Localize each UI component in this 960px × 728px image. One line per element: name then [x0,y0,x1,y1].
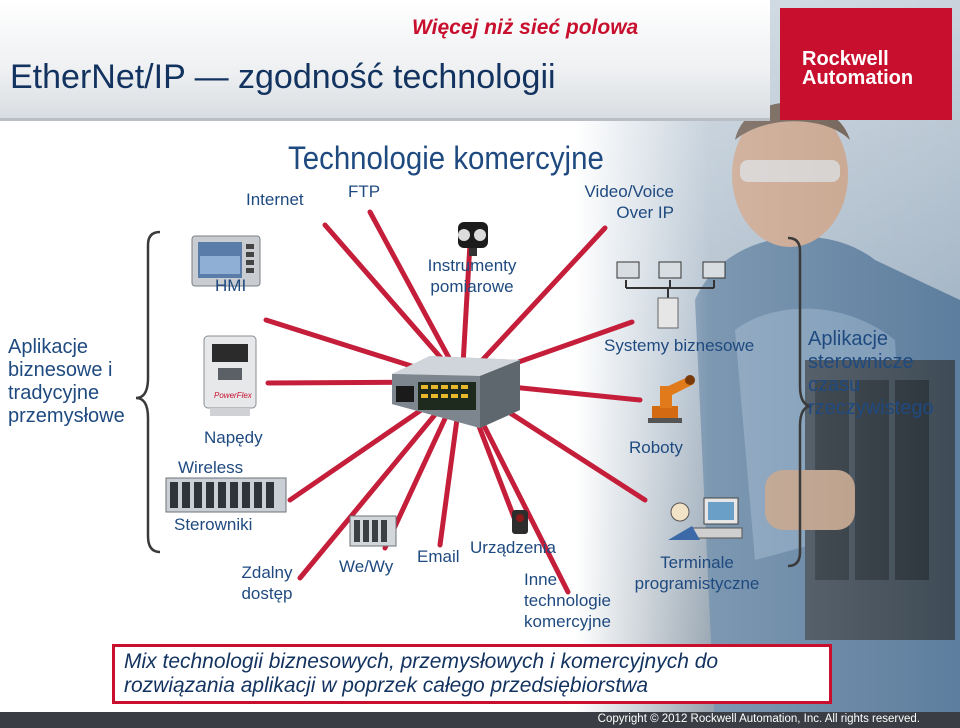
label-remote-access: Zdalny dostęp [241,563,293,603]
io-module-icon [350,516,396,546]
slide-title: EtherNet/IP — zgodność technologii [10,58,556,96]
label-programming-terminals: Terminale programistyczne [634,553,760,593]
label-drives: Napędy [204,428,263,447]
center-title: Technologie komercyjne [288,140,604,176]
summary-text [124,650,718,698]
drive-powerflex-icon [204,336,256,416]
business-systems-icon [617,262,725,328]
label-internet: Internet [246,190,304,209]
left-group-label: Aplikacje biznesowe i tradycyjne przemysłowe [8,336,125,427]
plc-controller-icon [166,478,286,512]
label-instruments: Instrumenty pomiarowe [427,256,517,296]
label-wireless: Wireless [178,458,244,477]
right-group-label: Aplikacje sterownicze czasu rzeczywistego [808,328,934,419]
label-ftp: FTP [348,182,381,201]
drive-brand-text: PowerFlex [214,391,252,400]
label-controllers: Sterowniki [174,515,253,534]
label-email: Email [417,547,460,566]
header-tagline: Więcej niż sieć polowa [412,16,639,39]
label-business-systems: Systemy biznesowe [604,336,755,355]
device-sensor-icon [512,510,528,534]
label-io: We/Wy [339,557,394,576]
label-video-voice: Video/Voice Over IP [584,182,674,222]
summary-line-1: Mix technologii biznesowych, przemysłowych i komercyjnych do [124,650,719,673]
logo-line-1: Rockwell [802,48,889,70]
label-hmi: HMI [215,276,247,295]
programming-terminal-icon [668,498,742,540]
robot-arm-icon [648,375,695,423]
label-other-technologies: Inne technologie komercyjne [524,570,611,631]
summary-line-2: rozwiązania aplikacji w poprzek całego przedsiębiorstwa [124,674,649,697]
copyright-text: Copyright © 2012 Rockwell Automation, Inc. All rights reserved. [597,713,920,725]
label-robots: Roboty [629,438,683,457]
label-devices: Urządzenia [470,538,556,557]
instrument-sensor-icon [458,222,488,256]
logo-line-2: Automation [802,67,914,89]
